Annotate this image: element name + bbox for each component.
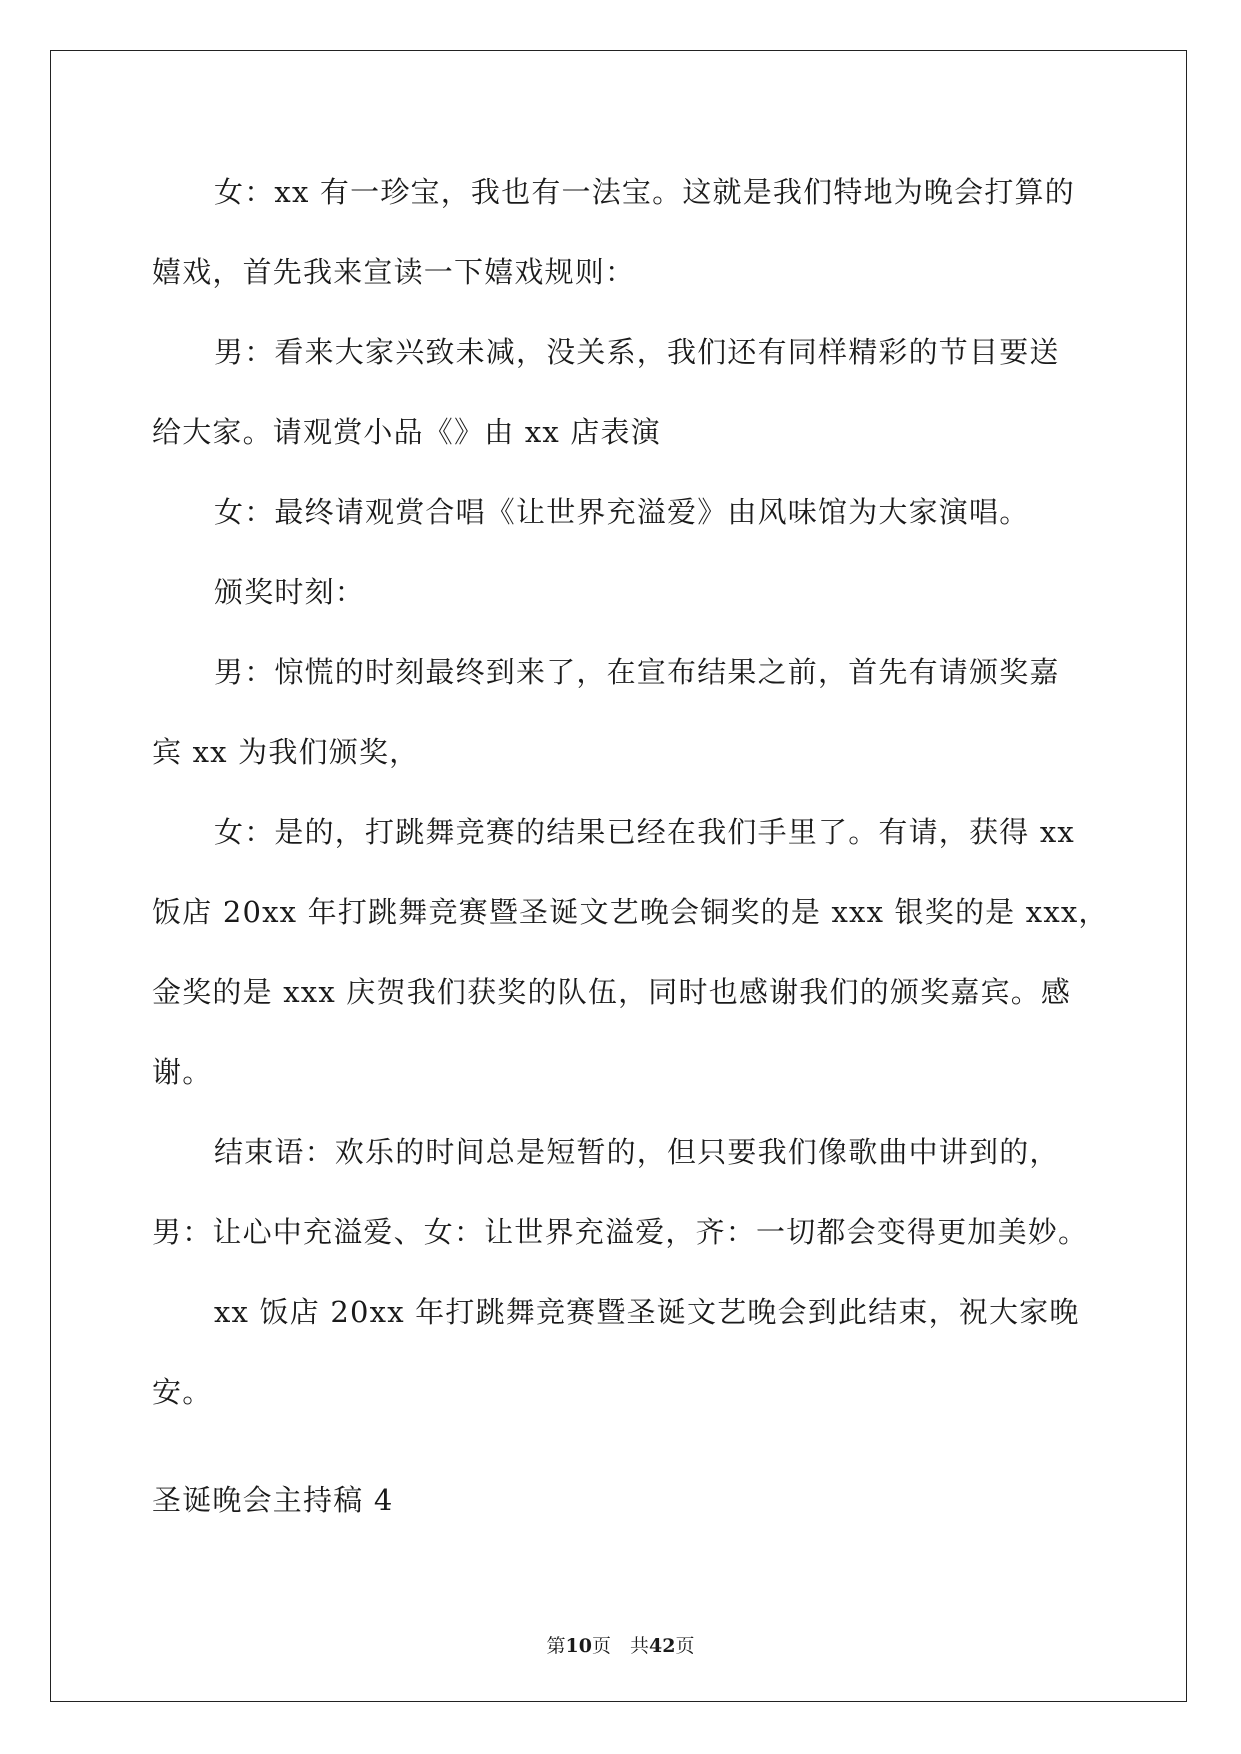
- paragraph-line: 安。: [152, 1375, 213, 1409]
- total-page-number: 42: [649, 1635, 676, 1657]
- paragraph-line: 饭店 20xx 年打跳舞竞赛暨圣诞文艺晚会铜奖的是 xxx 银奖的是 xxx，: [152, 895, 1109, 929]
- paragraph-line: 嬉戏，首先我来宣读一下嬉戏规则：: [152, 255, 636, 289]
- section-heading: 圣诞晚会主持稿 4: [152, 1483, 394, 1517]
- page-border: [50, 50, 1187, 1702]
- paragraph-line: 男：让心中充溢爱、女：让世界充溢爱，齐：一切都会变得更加美妙。: [152, 1215, 1089, 1249]
- page-footer: [0, 1634, 1241, 1658]
- paragraph-line: 女：是的，打跳舞竞赛的结果已经在我们手里了。有请，获得 xx: [214, 815, 1075, 849]
- current-page-number: 10: [565, 1635, 592, 1657]
- paragraph-line: 金奖的是 xxx 庆贺我们获奖的队伍，同时也感谢我们的颁奖嘉宾。感: [152, 975, 1072, 1009]
- paragraph-line: 结束语：欢乐的时间总是短暂的，但只要我们像歌曲中讲到的，: [214, 1135, 1060, 1169]
- paragraph-line: xx 饭店 20xx 年打跳舞竞赛暨圣诞文艺晚会到此结束，祝大家晚: [214, 1295, 1080, 1329]
- footer-prefix: 第: [546, 1635, 566, 1657]
- paragraph-line: 谢。: [152, 1055, 213, 1089]
- paragraph-line: 女：xx 有一珍宝，我也有一法宝。这就是我们特地为晚会打算的: [214, 175, 1075, 209]
- paragraph-line: 男：看来大家兴致未减，没关系，我们还有同样精彩的节目要送: [214, 335, 1060, 369]
- footer-suffix: 页: [675, 1635, 695, 1657]
- paragraph-line: 女：最终请观赏合唱《让世界充溢爱》由风味馆为大家演唱。: [214, 495, 1030, 529]
- section-label: 颁奖时刻：: [214, 575, 366, 609]
- paragraph-line: 给大家。请观赏小品《》由 xx 店表演: [152, 415, 661, 449]
- paragraph-line: 男：惊慌的时刻最终到来了，在宣布结果之前，首先有请颁奖嘉: [214, 655, 1060, 689]
- footer-mid: 页 共: [591, 1635, 649, 1657]
- paragraph-line: 宾 xx 为我们颁奖，: [152, 735, 420, 769]
